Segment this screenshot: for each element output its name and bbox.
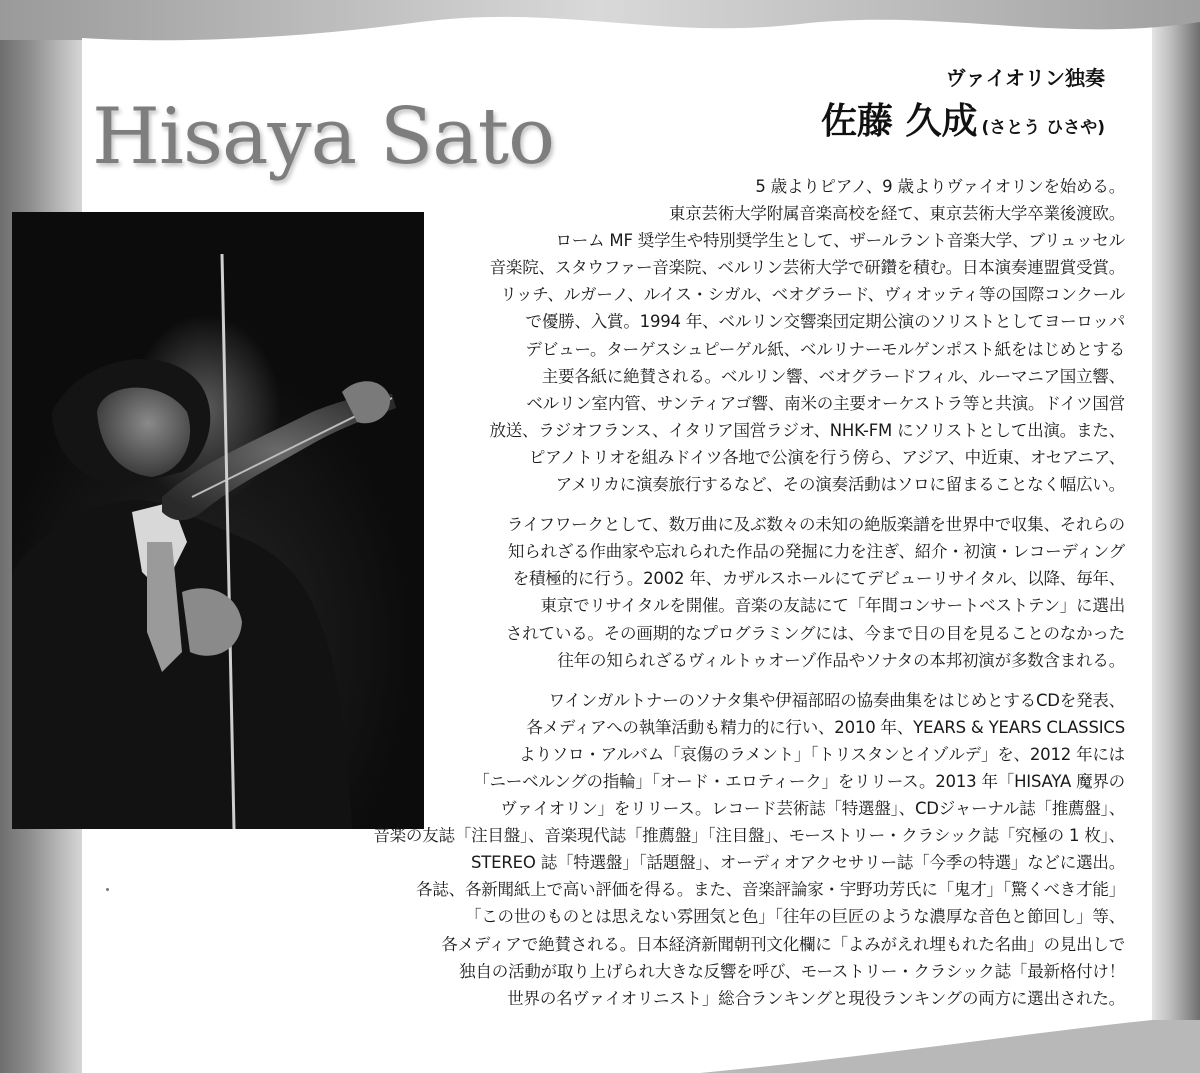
bottom-curve-decoration bbox=[0, 1020, 1200, 1073]
japanese-name-row bbox=[821, 93, 1105, 144]
bio-line: リッチ、ルガーノ、ルイス・シガル、ベオグラード、ヴィオッティ等の国際コンクール bbox=[500, 285, 1125, 305]
bio-line: 主要各紙に絶賛される。ベルリン響、ベオグラードフィル、ルーマニア国立響、 bbox=[541, 366, 1125, 386]
bio-line: ヴァイオリン」をリリース。レコード芸術誌「特選盤」、CDジャーナル誌「推薦盤」、 bbox=[500, 799, 1125, 819]
bio-line: よりソロ・アルバム「哀傷のラメント」「トリスタンとイゾルデ」を、2012 年には bbox=[519, 744, 1125, 764]
bio-line: STEREO 誌「特選盤」「話題盤」、オーディオアクセサリー誌「今季の特選」などに選出。 bbox=[471, 853, 1125, 873]
bio-line: されている。その画期的なプログラミングには、今まで日の目を見ることのなかった bbox=[505, 623, 1125, 643]
right-gray-bar bbox=[1152, 0, 1200, 1073]
bio-paragraph bbox=[325, 173, 1125, 498]
top-wave-decoration bbox=[0, 0, 1200, 60]
bio-line: ライフワークとして、数万曲に及ぶ数々の未知の絶版楽譜を世界中で収集、それらの bbox=[506, 515, 1125, 535]
bio-line: 5 歳よりピアノ、9 歳よりヴァイオリンを始める。 bbox=[755, 177, 1125, 196]
bio-line: 放送、ラジオフランス、イタリア国営ラジオ、NHK-FM にソリストとして出演。また、 bbox=[489, 420, 1125, 440]
bio-line: 世界の名ヴァイオリニスト」総合ランキングと現役ランキングの両方に選出された。 bbox=[507, 988, 1125, 1008]
bio-line: 東京でリサイタルを開催。音楽の友誌にて「年間コンサートベストテン」に選出 bbox=[540, 596, 1125, 616]
bio-line: 各メディアへの執筆活動も精力的に行い、2010 年、YEARS & YEARS CLASSICS bbox=[526, 717, 1125, 737]
bio-line: 各メディアで絶賛される。日本経済新聞朝刊文化欄に「よみがえれ埋もれた名曲」の見出しで bbox=[441, 934, 1125, 954]
bio-line: アメリカに演奏旅行するなど、その演奏活動はソロに留まることなく幅広い。 bbox=[555, 475, 1125, 495]
small-dot bbox=[106, 888, 109, 891]
bio-paragraph bbox=[325, 511, 1125, 674]
bio-line: で優勝、入賞。1994 年、ベルリン交響楽団定期公演のソリストとしてヨーロッパ bbox=[525, 312, 1125, 332]
english-name-heading: Hisaya Sato bbox=[92, 92, 555, 182]
bio-line: 知られざる作曲家や忘れられた作品の発掘に力を注ぎ、紹介・初演・レコーディング bbox=[507, 542, 1125, 562]
bio-line: 東京芸術大学附属音楽高校を経て、東京芸術大学卒業後渡欧。 bbox=[668, 204, 1125, 224]
bio-paragraph bbox=[325, 687, 1125, 1012]
bio-line: 往年の知られざるヴィルトゥオーゾ作品やソナタの本邦初演が多数含まれる。 bbox=[557, 650, 1125, 670]
bio-line: ワインガルトナーのソナタ集や伊福部昭の協奏曲集をはじめとするCDを発表、 bbox=[548, 690, 1125, 710]
bio-line: ローム MF 奨学生や特別奨学生として、ザールラント音楽大学、ブリュッセル bbox=[555, 231, 1125, 251]
bio-line: ピアノトリオを組みドイツ各地で公演を行う傍ら、アジア、中近東、オセアニア、 bbox=[528, 447, 1125, 467]
bio-line: 「ニーベルングの指輪」「オード・エロティーク」をリリース。2013 年「HISAYA 魔界の bbox=[473, 771, 1125, 791]
name-reading: (さとう ひさや) bbox=[981, 118, 1105, 138]
biography-text bbox=[325, 173, 1125, 1012]
bio-line: 独自の活動が取り上げられ大きな反響を呼び、モーストリー・クラシック誌「最新格付け！ bbox=[459, 961, 1125, 981]
bio-line: 音楽院、スタウファー音楽院、ベルリン芸術大学で研鑽を積む。日本演奏連盟賞受賞。 bbox=[489, 258, 1125, 278]
bio-line: ベルリン室内管、サンティアゴ響、南米の主要オーケストラ等と共演。ドイツ国営 bbox=[526, 393, 1125, 413]
bio-line: 各誌、各新聞紙上で高い評価を得る。また、音楽評論家・宇野功芳氏に「鬼才」「驚くべき才能」 bbox=[416, 880, 1125, 900]
bio-line: を積極的に行う。2002 年、カザルスホールにてデビューリサイタル、以降、毎年、 bbox=[512, 569, 1125, 589]
role-label: ヴァイオリン独奏 bbox=[945, 66, 1105, 90]
bio-line: 「この世のものとは思えない雰囲気と色」「往年の巨匠のような濃厚な音色と節回し」等、 bbox=[464, 907, 1125, 927]
bio-line: 音楽の友誌「注目盤」、音楽現代誌「推薦盤」「注目盤」、モーストリー・クラシック誌「究極の 1 枚」、 bbox=[373, 826, 1125, 846]
japanese-name: 佐藤 久成 bbox=[820, 101, 978, 142]
bio-line: デビュー。ターゲスシュピーゲル紙、ベルリナーモルゲンポスト紙をはじめとする bbox=[525, 339, 1125, 359]
